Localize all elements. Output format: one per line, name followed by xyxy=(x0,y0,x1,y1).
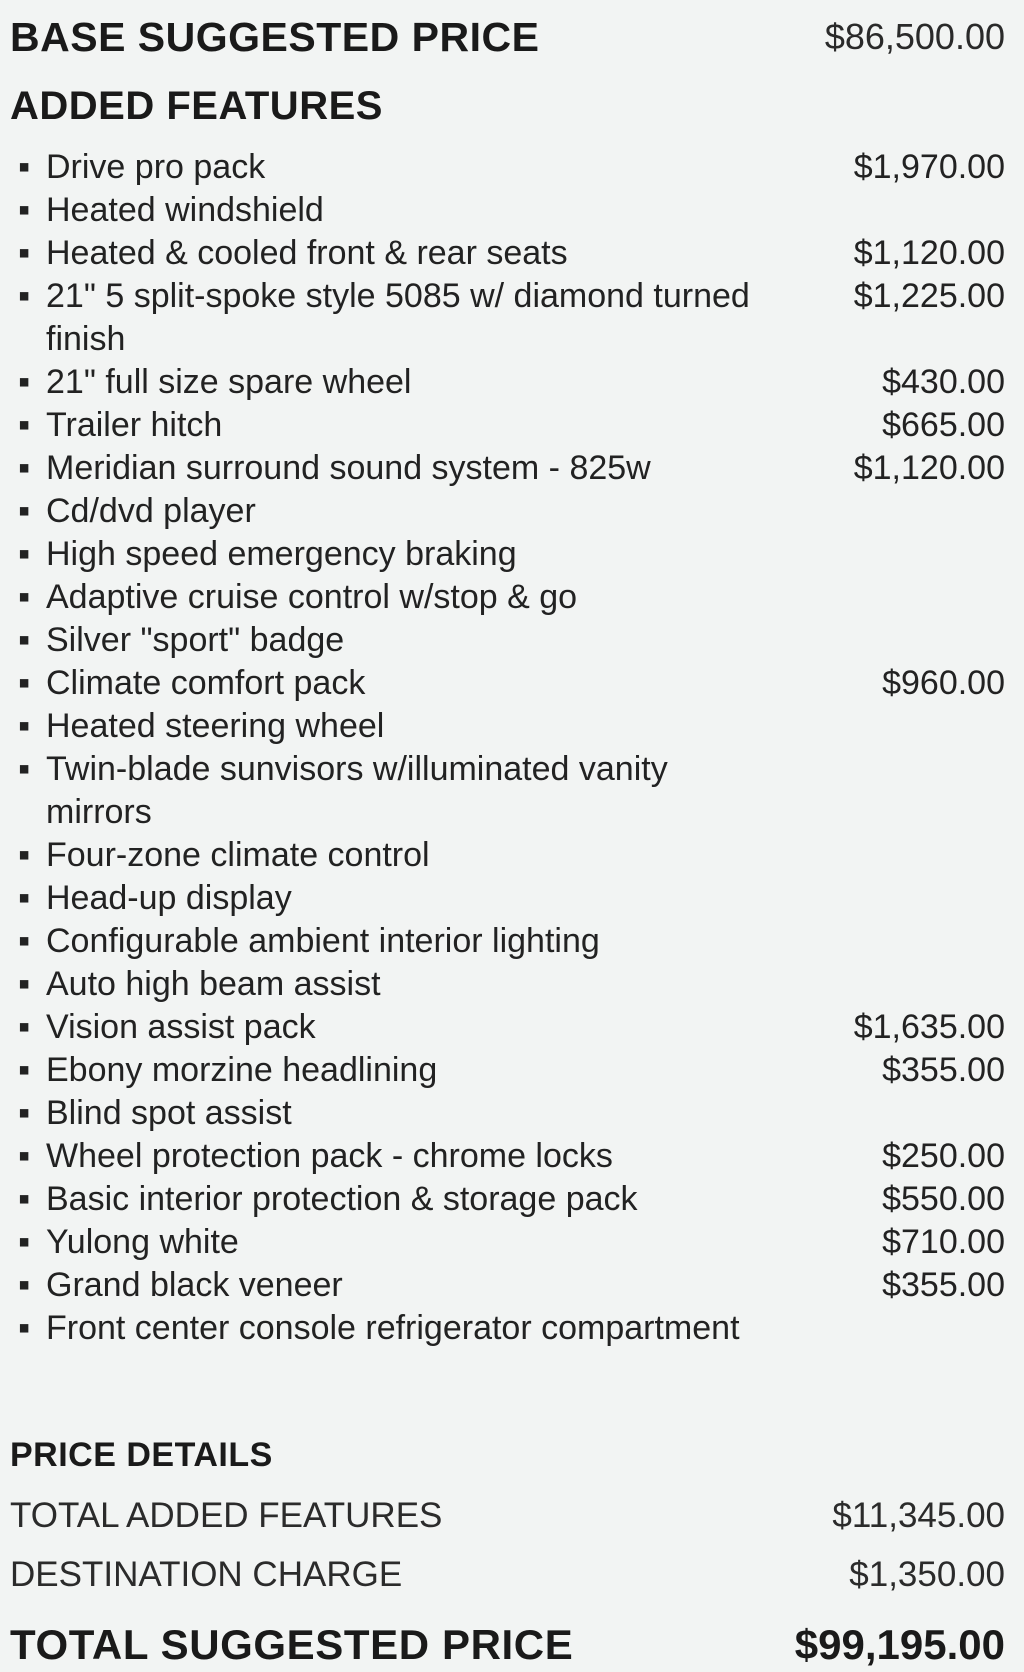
bullet-icon: ▪ xyxy=(18,879,31,917)
feature-name: Four-zone climate control xyxy=(46,836,430,874)
feature-price: $665.00 xyxy=(882,406,1005,444)
bullet-icon: ▪ xyxy=(18,492,31,530)
bullet-icon: ▪ xyxy=(18,1309,31,1347)
feature-name: Yulong white xyxy=(46,1223,239,1261)
feature-name: Configurable ambient interior lighting xyxy=(46,922,600,960)
bullet-icon: ▪ xyxy=(18,1223,31,1261)
feature-price: $710.00 xyxy=(882,1223,1005,1261)
feature-price: $550.00 xyxy=(882,1180,1005,1218)
feature-name: Drive pro pack xyxy=(46,148,266,186)
base-price-value: $86,500.00 xyxy=(824,16,1005,57)
bullet-icon: ▪ xyxy=(18,535,31,573)
base-price-label: BASE SUGGESTED PRICE xyxy=(10,14,540,60)
feature-name: Heated steering wheel xyxy=(46,707,385,745)
feature-name: Climate comfort pack xyxy=(46,664,366,702)
added-features-heading: ADDED FEATURES xyxy=(10,84,383,128)
bullet-icon: ▪ xyxy=(18,621,31,659)
feature-name: Ebony morzine headlining xyxy=(46,1051,438,1089)
total-added-features-value: $11,345.00 xyxy=(832,1496,1005,1535)
feature-price: $1,635.00 xyxy=(853,1008,1005,1046)
bullet-icon: ▪ xyxy=(18,449,31,487)
feature-name: Auto high beam assist xyxy=(46,965,381,1003)
feature-name: Wheel protection pack - chrome locks xyxy=(46,1137,613,1175)
feature-name: Cd/dvd player xyxy=(46,492,256,530)
bullet-icon: ▪ xyxy=(18,277,31,315)
feature-name: Heated & cooled front & rear seats xyxy=(46,234,568,272)
feature-price: $1,225.00 xyxy=(853,277,1005,315)
total-suggested-price-value: $99,195.00 xyxy=(794,1621,1005,1668)
total-added-features-row xyxy=(10,1496,1005,1536)
bullet-icon: ▪ xyxy=(18,1137,31,1175)
feature-price: $355.00 xyxy=(882,1051,1005,1089)
feature-name: Trailer hitch xyxy=(46,406,223,444)
feature-name: Heated windshield xyxy=(46,191,324,229)
price-details-heading: PRICE DETAILS xyxy=(10,1436,273,1474)
feature-name: Twin-blade sunvisors w/illuminated vanity mirrors xyxy=(46,750,668,831)
feature-name: Vision assist pack xyxy=(46,1008,316,1046)
bullet-icon: ▪ xyxy=(18,1094,31,1132)
bullet-icon: ▪ xyxy=(18,664,31,702)
destination-charge-label: DESTINATION CHARGE xyxy=(10,1555,403,1594)
bullet-icon: ▪ xyxy=(18,707,31,745)
bullet-icon: ▪ xyxy=(18,191,31,229)
feature-name: Basic interior protection & storage pack xyxy=(46,1180,638,1218)
feature-name: 21" full size spare wheel xyxy=(46,363,412,401)
feature-price: $430.00 xyxy=(882,363,1005,401)
feature-name: Adaptive cruise control w/stop & go xyxy=(46,578,578,616)
feature-name: Head-up display xyxy=(46,879,292,917)
destination-charge-value: $1,350.00 xyxy=(849,1555,1005,1594)
total-suggested-price-label: TOTAL SUGGESTED PRICE xyxy=(10,1621,574,1668)
destination-charge-row xyxy=(10,1555,1005,1595)
bullet-icon: ▪ xyxy=(18,234,31,272)
feature-price: $250.00 xyxy=(882,1137,1005,1175)
bullet-icon: ▪ xyxy=(18,922,31,960)
bullet-icon: ▪ xyxy=(18,406,31,444)
bullet-icon: ▪ xyxy=(18,1180,31,1218)
bullet-icon: ▪ xyxy=(18,578,31,616)
feature-price: $355.00 xyxy=(882,1266,1005,1304)
bullet-icon: ▪ xyxy=(18,1008,31,1046)
feature-name: 21" 5 split-spoke style 5085 w/ diamond turned finish xyxy=(46,277,750,358)
bullet-icon: ▪ xyxy=(18,363,31,401)
feature-price: $1,120.00 xyxy=(853,449,1005,487)
feature-price: $960.00 xyxy=(882,664,1005,702)
total-added-features-label: TOTAL ADDED FEATURES xyxy=(10,1496,443,1535)
feature-name: Meridian surround sound system - 825w xyxy=(46,449,651,487)
feature-name: Silver "sport" badge xyxy=(46,621,345,659)
feature-name: Grand black veneer xyxy=(46,1266,343,1304)
feature-name: Front center console refrigerator compartment xyxy=(46,1309,740,1347)
feature-name: High speed emergency braking xyxy=(46,535,517,573)
bullet-icon: ▪ xyxy=(18,1266,31,1304)
feature-price: $1,970.00 xyxy=(853,148,1005,186)
total-suggested-price-row xyxy=(10,1621,1005,1669)
bullet-icon: ▪ xyxy=(18,1051,31,1089)
feature-price: $1,120.00 xyxy=(853,234,1005,272)
feature-name: Blind spot assist xyxy=(46,1094,292,1132)
bullet-icon: ▪ xyxy=(18,750,31,788)
bullet-icon: ▪ xyxy=(18,148,31,186)
bullet-icon: ▪ xyxy=(18,836,31,874)
bullet-icon: ▪ xyxy=(18,965,31,1003)
